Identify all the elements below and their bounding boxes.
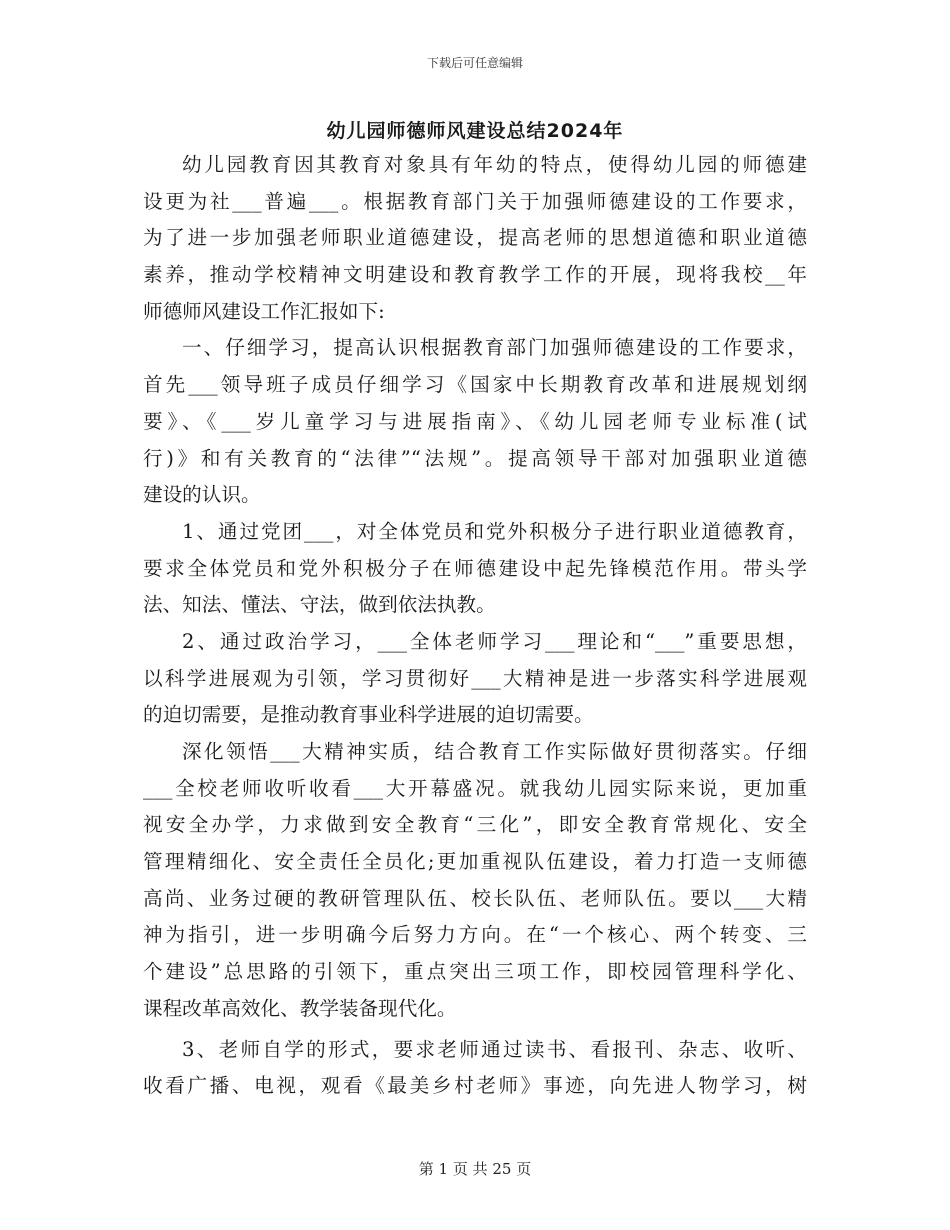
document-title: 幼儿园师德师风建设总结2024年: [326, 120, 624, 142]
paragraph-line: 课程改革高效化、教学装备现代化。: [143, 996, 457, 1020]
paragraph-line: 管理精细化、安全责任全员化;更加重视队伍建设，着力打造一支师德: [143, 850, 807, 874]
paragraph-line: 要》、《___岁儿童学习与进展指南》、《幼儿园老师专业标准(试: [143, 409, 807, 433]
paragraph-line: 首先___领导班子成员仔细学习《国家中长期教育改革和进展规划纲: [143, 373, 807, 397]
paragraph-line: 幼儿园教育因其教育对象具有年幼的特点，使得幼儿园的师德建: [182, 153, 807, 176]
paragraph-line: 要求全体党员和党外积极分子在师德建设中起先锋模范作用。带头学: [143, 556, 807, 580]
paragraph-line: 行)》和有关教育的“法律”“法规”。提高领导干部对加强职业道德: [143, 446, 807, 470]
paragraph-line: 一、仔细学习，提高认识根据教育部门加强师德建设的工作要求，: [182, 336, 807, 360]
paragraph-line: 深化领悟___大精神实质，结合教育工作实际做好贯彻落实。仔细: [182, 740, 807, 763]
paragraph-line: 2、通过政治学习，___全体老师学习___理论和“___”重要思想，: [182, 629, 807, 653]
paragraph-line: 个建设”总思路的引领下，重点突出三项工作，即校园管理科学化、: [143, 960, 807, 984]
paragraph-line: 素养，推动学校精神文明建设和教育教学工作的开展，现将我校__年: [143, 263, 807, 287]
paragraph-line: 1、通过党团___，对全体党员和党外积极分子进行职业道德教育，: [182, 519, 807, 543]
paragraph-line: 法、知法、懂法、守法，做到依法执教。: [143, 593, 496, 617]
paragraph-line: 为了进一步加强老师职业道德建设，提高老师的思想道德和职业道德: [143, 226, 807, 250]
paragraph-line: 高尚、业务过硬的教研管理队伍、校长队伍、老师队伍。要以___大精: [143, 886, 807, 910]
paragraph-line: 设更为社___普遍___。根据教育部门关于加强师德建设的工作要求，: [143, 189, 807, 213]
paragraph-line: 建设的认识。: [143, 483, 261, 507]
paragraph-line: ___全校老师收听收看___大开幕盛况。就我幼儿园实际来说，更加重: [143, 776, 807, 800]
paragraph-line: 以科学进展观为引领，学习贯彻好___大精神是进一步落实科学进展观: [143, 666, 807, 690]
paragraph-line: 师德师风建设工作汇报如下:: [143, 299, 385, 323]
document-body: [143, 147, 807, 1105]
paragraph-line: 3、老师自学的形式，要求老师通过读书、看报刊、杂志、收听、: [182, 1037, 807, 1061]
page-header-note: 下载后可任意编辑: [426, 56, 523, 70]
paragraph-line: 的迫切需要，是推动教育事业科学进展的迫切需要。: [143, 703, 594, 727]
paragraph-line: 神为指引，进一步明确今后努力方向。在“一个核心、两个转变、三: [143, 923, 807, 947]
paragraph-line: 视安全办学，力求做到安全教育“三化”，即安全教育常规化、安全: [143, 813, 807, 837]
page-number: 第 1 页 共 25 页: [418, 1160, 532, 1178]
paragraph-line: 收看广播、电视，观看《最美乡村老师》事迹，向先进人物学习，树: [143, 1074, 807, 1098]
